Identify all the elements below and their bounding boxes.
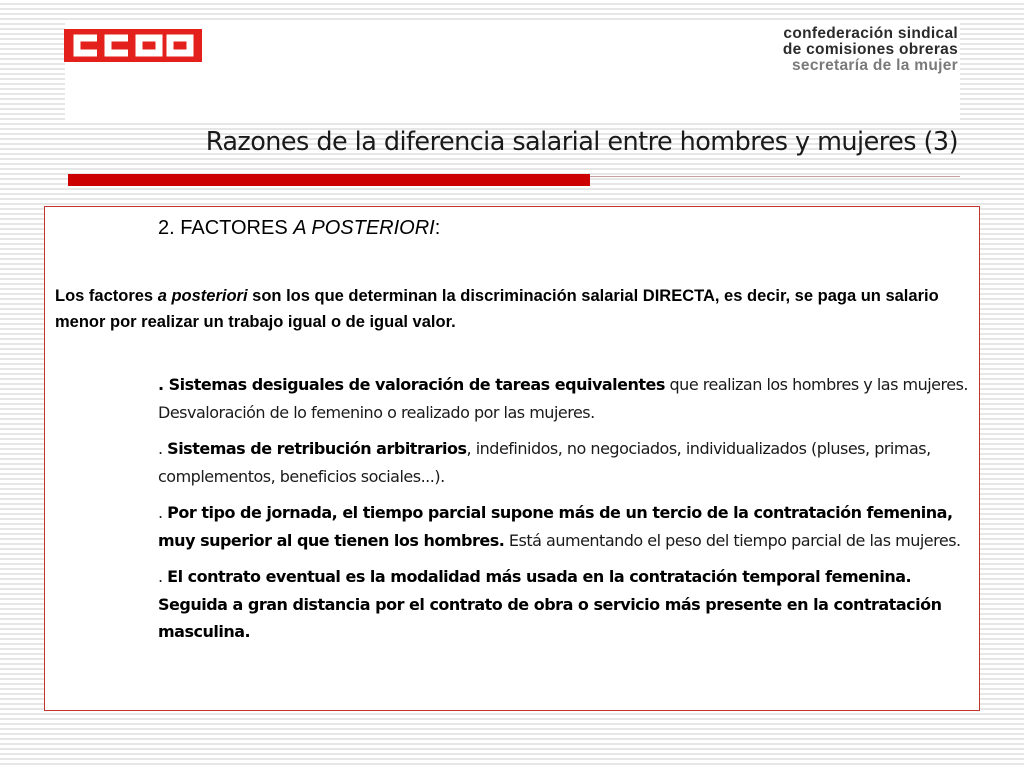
slide-title: Razones de la diferencia salarial entre hombres y mujeres (3) bbox=[205, 127, 958, 157]
intro-text-1: Los factores bbox=[55, 287, 158, 305]
bullet-text: , indefinidos, no negociados, individualizados (pluses, primas, complementos, beneficios sociales...). bbox=[158, 439, 931, 486]
list-item bbox=[158, 371, 973, 426]
intro-text-2: son los que determinan la discriminación salarial DIRECTA, es decir, se paga un salario menor por realizar un trabajo igual o de igual valor. bbox=[55, 287, 939, 331]
bullet-text: Está aumentando el peso del tiempo parcial de las mujeres. bbox=[504, 530, 961, 550]
bullet-bold-text: Sistemas desiguales de valoración de tareas equivalentes bbox=[168, 375, 665, 394]
section-heading-suffix: : bbox=[434, 217, 441, 239]
factor-list bbox=[158, 371, 973, 646]
bullet-marker: . bbox=[158, 439, 168, 458]
list-item bbox=[158, 499, 973, 554]
title-underline-bar bbox=[68, 174, 590, 186]
title-underline-rule bbox=[590, 176, 960, 177]
org-line-3: secretaría de la mujer bbox=[792, 57, 958, 74]
bullet-text: que realizan los hombres y las mujeres. Desvaloración de lo femenino o realizado por las mujeres. bbox=[158, 375, 968, 422]
bullet-bold-text: Sistemas de retribución arbitrarios bbox=[167, 439, 467, 458]
list-item bbox=[158, 563, 973, 646]
bullet-marker: . bbox=[158, 375, 169, 394]
section-heading-italic: A POSTERIORI bbox=[293, 217, 435, 239]
ccoo-logo bbox=[64, 29, 202, 62]
bullet-bold-text: Por tipo de jornada, el tiempo parcial supone más de un tercio de la contratación femenina, muy superior al que tienen los hombres. bbox=[158, 503, 953, 550]
content-box bbox=[44, 206, 980, 711]
list-item bbox=[158, 435, 973, 490]
intro-italic: a posteriori bbox=[157, 287, 248, 305]
organization-name bbox=[783, 26, 958, 74]
org-line-1: confederación sindical bbox=[783, 25, 958, 42]
section-heading-prefix: 2. FACTORES bbox=[158, 217, 294, 239]
org-line-2: de comisiones obreras bbox=[782, 41, 958, 58]
bullet-marker: . bbox=[158, 567, 168, 586]
bullet-bold-text: El contrato eventual es la modalidad más usada en la contratación temporal femenina. Seguida a gran distancia por el contrato de obra o servicio más presente en la contratación masculina. bbox=[158, 567, 942, 641]
intro-paragraph bbox=[55, 283, 960, 335]
bullet-marker: . bbox=[158, 503, 168, 522]
section-heading bbox=[158, 217, 440, 240]
